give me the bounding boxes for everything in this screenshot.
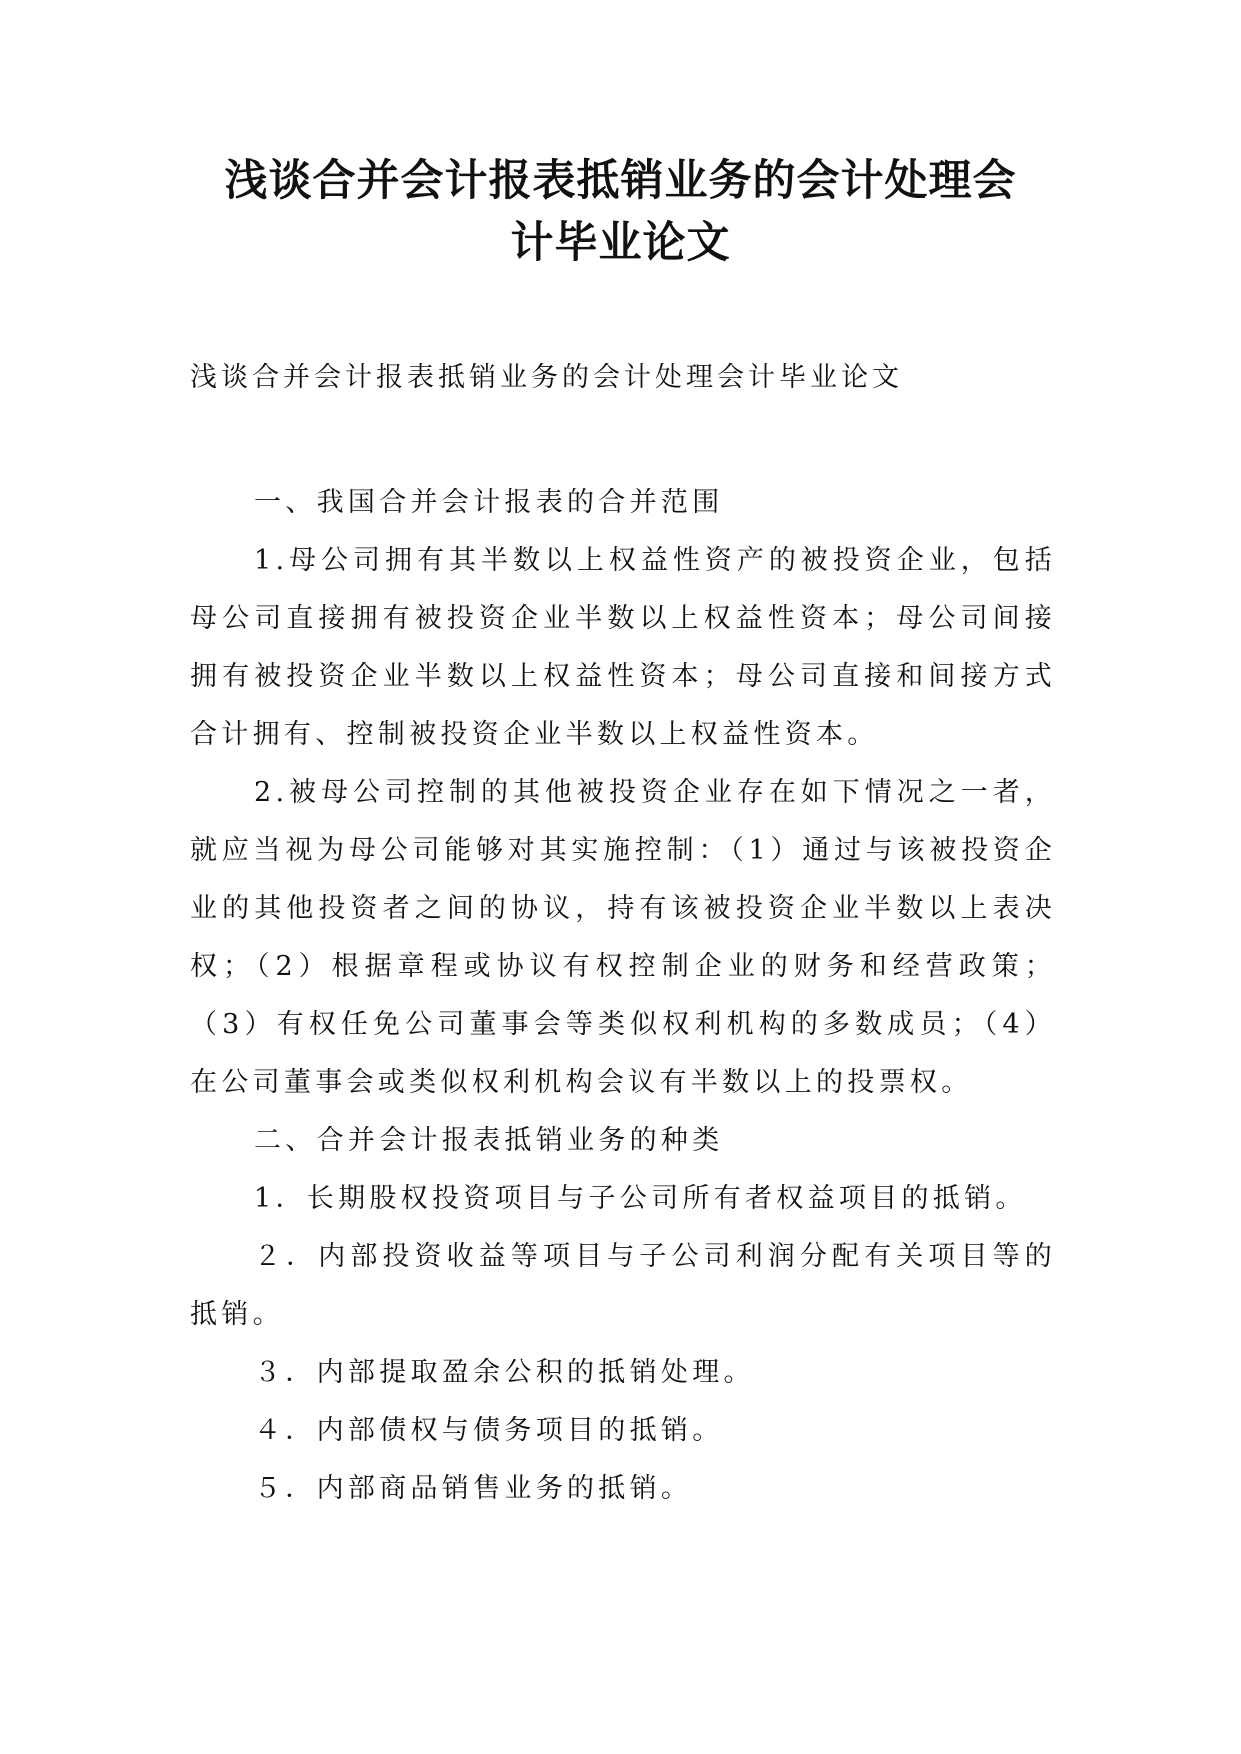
document-body	[190, 474, 1056, 1518]
list-item-2: ２．内部投资收益等项目与子公司利润分配有关项目等的抵销。	[190, 1241, 1056, 1330]
section-heading-1: 一、我国合并会计报表的合并范围	[254, 487, 724, 518]
list-item-4: ４．内部债权与债务项目的抵销。	[254, 1415, 724, 1446]
list-item-3: ３．内部提取盈余公积的抵销处理。	[254, 1357, 755, 1388]
document-title	[150, 150, 1091, 274]
paragraph-2: 2.被母公司控制的其他被投资企业存在如下情况之一者，就应当视为母公司能够对其实施控制：（1）通过与该被投资企业的其他投资者之间的协议，持有该被投资企业半数以上表决权；（2）根据章程或协议有权控制企业的财务和经营政策；（3）有权任免公司董事会等类似权利机构的多数成员；（4）在公司董事会或类似权利机构会议有半数以上的投票权。	[190, 777, 1056, 1098]
paragraph-1: 1.母公司拥有其半数以上权益性资产的被投资企业，包括母公司直接拥有被投资企业半数以上权益性资本；母公司间接拥有被投资企业半数以上权益性资本；母公司直接和间接方式合计拥有、控制被投资企业半数以上权益性资本。	[190, 545, 1056, 750]
title-line-1: 浅谈合并会计报表抵销业务的会计处理会	[224, 156, 1017, 206]
section-heading-2: 二、合并会计报表抵销业务的种类	[254, 1125, 724, 1156]
title-line-2: 计毕业论文	[510, 218, 731, 268]
list-item-1: 1．长期股权投资项目与子公司所有者权益项目的抵销。	[254, 1183, 1027, 1214]
list-item-5: ５．内部商品销售业务的抵销。	[254, 1473, 693, 1504]
document-subtitle: 浅谈合并会计报表抵销业务的会计处理会计毕业论文	[190, 362, 903, 393]
